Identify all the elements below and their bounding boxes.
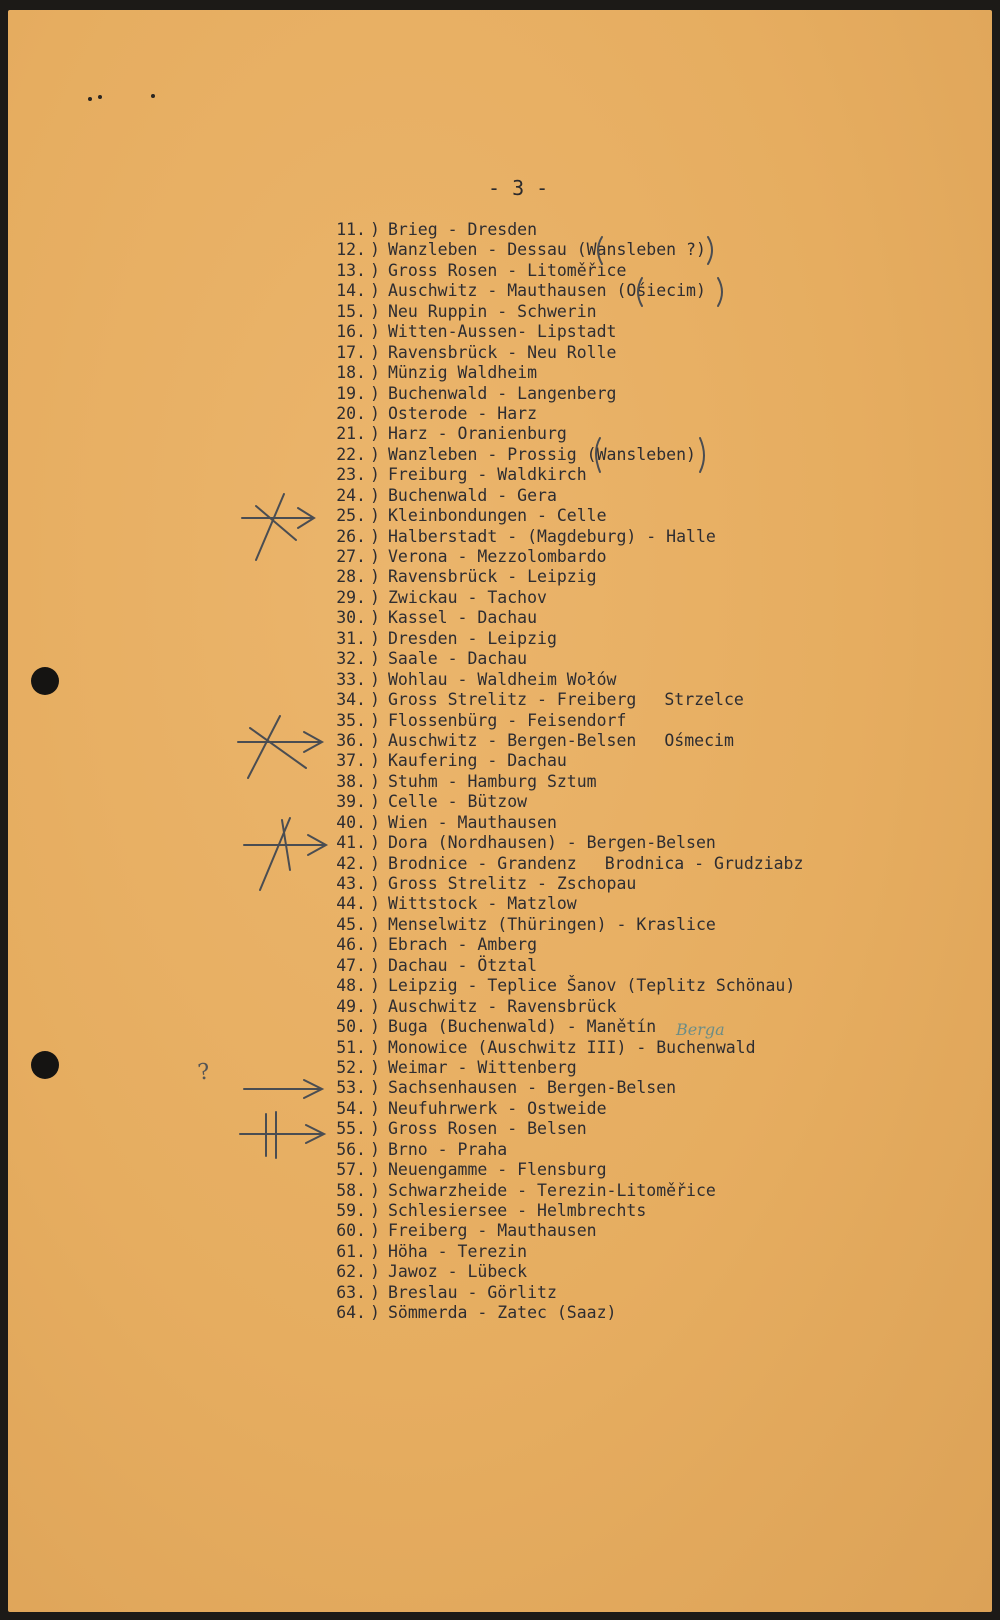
entry-bracket: )	[370, 1201, 380, 1220]
entry-route: Gross Strelitz - Freiberg	[388, 690, 637, 710]
bracket-mark	[638, 278, 642, 306]
entry-route: Gross Rosen - Litoměřice	[388, 260, 627, 280]
entry-route: Stuhm - Hamburg Sztum	[388, 771, 597, 791]
entry-number: 31.	[336, 628, 366, 648]
entry-number: 33.	[336, 669, 366, 689]
entry-route: Neuengamme - Flensburg	[388, 1160, 607, 1180]
entry-bracket: )	[370, 465, 380, 485]
bracket-mark	[598, 237, 602, 264]
entry-route: Celle - Bützow	[388, 792, 528, 812]
entry-route: Wittstock - Matzlow	[388, 894, 577, 914]
entry-route: Schlesiersee - Helmbrechts	[388, 1201, 647, 1220]
entry-bracket: )	[370, 547, 380, 566]
entry-number: 30.	[336, 608, 366, 628]
entry-bracket: )	[370, 935, 380, 955]
entry-bracket: )	[370, 301, 380, 321]
entry-route: Osterode - Harz	[388, 403, 538, 423]
arrow-mark	[238, 716, 322, 778]
entry-number: 20.	[336, 403, 366, 423]
entry-route: Sömmerda - Zatec (Saaz)	[388, 1303, 617, 1323]
entry-number: 18.	[336, 363, 366, 383]
entry-bracket: )	[370, 444, 380, 464]
entry-number: 28.	[336, 567, 366, 587]
arrow-mark	[244, 1080, 322, 1098]
entry-number: 49.	[336, 996, 366, 1016]
entry-number: 11.	[336, 220, 366, 239]
entry-bracket: )	[370, 608, 380, 628]
entry-route: Kaufering - Dachau	[388, 751, 567, 771]
entry-number: 58.	[336, 1180, 366, 1200]
entry-route: Wanzleben - Prossig (Wansleben)	[388, 444, 696, 464]
entry-bracket: )	[370, 506, 380, 526]
entry-number: 14.	[336, 281, 366, 301]
entry-bracket: )	[370, 914, 380, 934]
entry-bracket: )	[370, 894, 380, 914]
entry-route: Auschwitz - Ravensbrück	[388, 996, 617, 1016]
entry-number: 59.	[336, 1201, 366, 1220]
entry-number: 51.	[336, 1037, 366, 1057]
entry-route: Brno - Praha	[388, 1139, 508, 1159]
entry-bracket: )	[370, 730, 380, 750]
entry-bracket: )	[370, 628, 380, 648]
entry-route: Brodnice - Grandenz	[388, 853, 577, 873]
entry-number: 21.	[336, 424, 366, 444]
entry-number: 27.	[336, 547, 366, 566]
entry-route: Flossenbürg - Feisendorf	[388, 710, 627, 730]
entry-number: 43.	[336, 874, 366, 893]
entry-number: 22.	[336, 444, 366, 464]
entry-bracket: )	[370, 751, 380, 771]
entry-bracket: )	[370, 1139, 380, 1159]
entry-route: Wien - Mauthausen	[388, 812, 557, 832]
arrow-mark	[240, 1112, 324, 1158]
entry-number: 56.	[336, 1139, 366, 1159]
entry-route: Freiburg - Waldkirch	[388, 465, 587, 485]
page-number: - 3 -	[488, 176, 549, 200]
entry-bracket: )	[370, 322, 380, 342]
bracket-mark	[596, 438, 600, 472]
entry-bracket: )	[370, 220, 380, 239]
entry-bracket: )	[370, 342, 380, 362]
entry-bracket: )	[370, 669, 380, 689]
entry-number: 16.	[336, 322, 366, 342]
entry-route: Saale - Dachau	[388, 649, 528, 669]
entry-bracket: )	[370, 1057, 380, 1077]
entry-number: 32.	[336, 649, 366, 669]
entry-route: Monowice (Auschwitz III) - Buchenwald	[388, 1037, 756, 1057]
entry-number: 42.	[336, 853, 366, 873]
entry-bracket: )	[370, 1017, 380, 1037]
entry-number: 24.	[336, 485, 366, 505]
bracket-mark	[718, 278, 722, 306]
entry-bracket: )	[370, 853, 380, 873]
entry-bracket: )	[370, 424, 380, 444]
entry-bracket: )	[370, 833, 380, 853]
entry-number: 45.	[336, 914, 366, 934]
entry-number: 37.	[336, 751, 366, 771]
entry-route: Leipzig - Teplice Šanov (Teplitz Schönau)	[388, 976, 796, 996]
entry-bracket: )	[370, 1221, 380, 1241]
entry-bracket: )	[370, 649, 380, 669]
entry-route: Münzig Waldheim	[388, 363, 538, 383]
entry-route: Witten-Aussen- Lipstadt	[388, 322, 617, 342]
entry-bracket: )	[370, 260, 380, 280]
entry-bracket: )	[370, 1078, 380, 1098]
arrow-mark	[242, 494, 314, 560]
entry-route: Wanzleben - Dessau (Wansleben ?)	[388, 240, 706, 260]
entry-route: Schwarzheide - Terezin-Litoměřice	[388, 1180, 716, 1200]
entry-bracket: )	[370, 976, 380, 996]
entry-route: Kassel - Dachau	[388, 608, 538, 628]
entry-number: 50.	[336, 1017, 366, 1037]
entry-bracket: )	[370, 1262, 380, 1282]
entry-route: Auschwitz - Mauthausen (Ośiecim)	[388, 281, 706, 301]
entry-number: 41.	[336, 833, 366, 853]
entry-bracket: )	[370, 403, 380, 423]
entry-bracket: )	[370, 363, 380, 383]
entry-route: Auschwitz - Bergen-Belsen	[388, 730, 637, 750]
entry-route: Buchenwald - Langenberg	[388, 383, 617, 403]
entry-number: 39.	[336, 792, 366, 812]
entry-bracket: )	[370, 771, 380, 791]
entry-number: 19.	[336, 383, 366, 403]
entry-alt-name: Ośmecim	[664, 730, 734, 750]
margin-question-mark: ?	[196, 1059, 212, 1086]
entry-number: 61.	[336, 1241, 366, 1261]
entry-route: Zwickau - Tachov	[388, 587, 547, 607]
entry-bracket: )	[370, 874, 380, 893]
entry-bracket: )	[370, 1180, 380, 1200]
entry-number: 36.	[336, 730, 366, 750]
entry-route: Neu Ruppin - Schwerin	[388, 301, 597, 321]
entry-route: Weimar - Wittenberg	[388, 1057, 577, 1077]
entry-number: 63.	[336, 1282, 366, 1302]
entry-bracket: )	[370, 383, 380, 403]
entry-bracket: )	[370, 955, 380, 975]
entry-bracket: )	[370, 1160, 380, 1180]
entry-bracket: )	[370, 567, 380, 587]
entry-number: 40.	[336, 812, 366, 832]
entry-route: Buchenwald - Gera	[388, 485, 557, 505]
entry-bracket: )	[370, 996, 380, 1016]
entry-number: 29.	[336, 587, 366, 607]
entry-number: 44.	[336, 894, 366, 914]
entry-route: Menselwitz (Thüringen) - Kraslice	[388, 914, 716, 934]
entry-route: Dora (Nordhausen) - Bergen-Belsen	[388, 833, 716, 853]
entry-number: 54.	[336, 1098, 366, 1118]
entry-route: Kleinbondungen - Celle	[388, 506, 607, 526]
entry-route: Freiberg - Mauthausen	[388, 1221, 597, 1241]
entry-route: Brieg - Dresden	[388, 220, 538, 239]
entry-bracket: )	[370, 812, 380, 832]
entry-number: 48.	[336, 976, 366, 996]
entry-number: 12.	[336, 240, 366, 260]
entry-route: Buga (Buchenwald) - Manětín	[388, 1017, 657, 1037]
entry-route: Jawoz - Lübeck	[388, 1262, 528, 1282]
entry-number: 47.	[336, 955, 366, 975]
entry-route: Dresden - Leipzig	[388, 628, 557, 648]
bracket-mark	[708, 237, 712, 264]
entry-route: Wohlau - Waldheim Wołów	[388, 669, 617, 689]
entry-number: 62.	[336, 1262, 366, 1282]
bracket-mark	[700, 438, 704, 472]
entry-number: 52.	[336, 1057, 366, 1077]
entry-route: Harz - Oranienburg	[388, 424, 567, 444]
entry-bracket: )	[370, 587, 380, 607]
entry-bracket: )	[370, 1282, 380, 1302]
entry-route: Ravensbrück - Neu Rolle	[388, 342, 617, 362]
entry-bracket: )	[370, 1241, 380, 1261]
entry-bracket: )	[370, 281, 380, 301]
entry-number: 64.	[336, 1303, 366, 1323]
entry-bracket: )	[370, 1098, 380, 1118]
entry-number: 23.	[336, 465, 366, 485]
entry-number: 13.	[336, 260, 366, 280]
entry-number: 53.	[336, 1078, 366, 1098]
entry-bracket: )	[370, 710, 380, 730]
entry-number: 17.	[336, 342, 366, 362]
entry-bracket: )	[370, 792, 380, 812]
entry-route: Gross Rosen - Belsen	[388, 1119, 587, 1139]
entry-route: Sachsenhausen - Bergen-Belsen	[388, 1078, 677, 1098]
entry-number: 55.	[336, 1119, 366, 1139]
entry-route: Breslau - Görlitz	[388, 1282, 557, 1302]
handwritten-note: Berga	[676, 1020, 725, 1039]
entry-route: Neufuhrwerk - Ostweide	[388, 1098, 607, 1118]
entry-route: Halberstadt - (Magdeburg) - Halle	[388, 526, 716, 546]
entry-bracket: )	[370, 1303, 380, 1323]
entry-bracket: )	[370, 240, 380, 260]
entry-alt-name: Strzelce	[664, 690, 744, 710]
entry-number: 38.	[336, 771, 366, 791]
entry-route: Verona - Mezzolombardo	[388, 547, 607, 566]
entry-number: 46.	[336, 935, 366, 955]
entry-alt-name: Brodnica - Grudziabz	[604, 853, 804, 873]
entry-number: 25.	[336, 506, 366, 526]
entry-bracket: )	[370, 1119, 380, 1139]
entry-bracket: )	[370, 690, 380, 710]
entry-route: Höha - Terezin	[388, 1241, 528, 1261]
entry-number: 15.	[336, 301, 366, 321]
entry-bracket: )	[370, 485, 380, 505]
entry-number: 34.	[336, 690, 366, 710]
entry-bracket: )	[370, 1037, 380, 1057]
entry-route: Gross Strelitz - Zschopau	[388, 874, 637, 893]
entry-route: Ebrach - Amberg	[388, 935, 538, 955]
entry-route: Dachau - Ötztal	[388, 955, 538, 975]
entry-number: 35.	[336, 710, 366, 730]
entry-route: Ravensbrück - Leipzig	[388, 567, 597, 587]
arrow-mark	[244, 818, 326, 890]
entry-bracket: )	[370, 526, 380, 546]
entry-number: 60.	[336, 1221, 366, 1241]
entry-number: 57.	[336, 1160, 366, 1180]
entry-number: 26.	[336, 526, 366, 546]
